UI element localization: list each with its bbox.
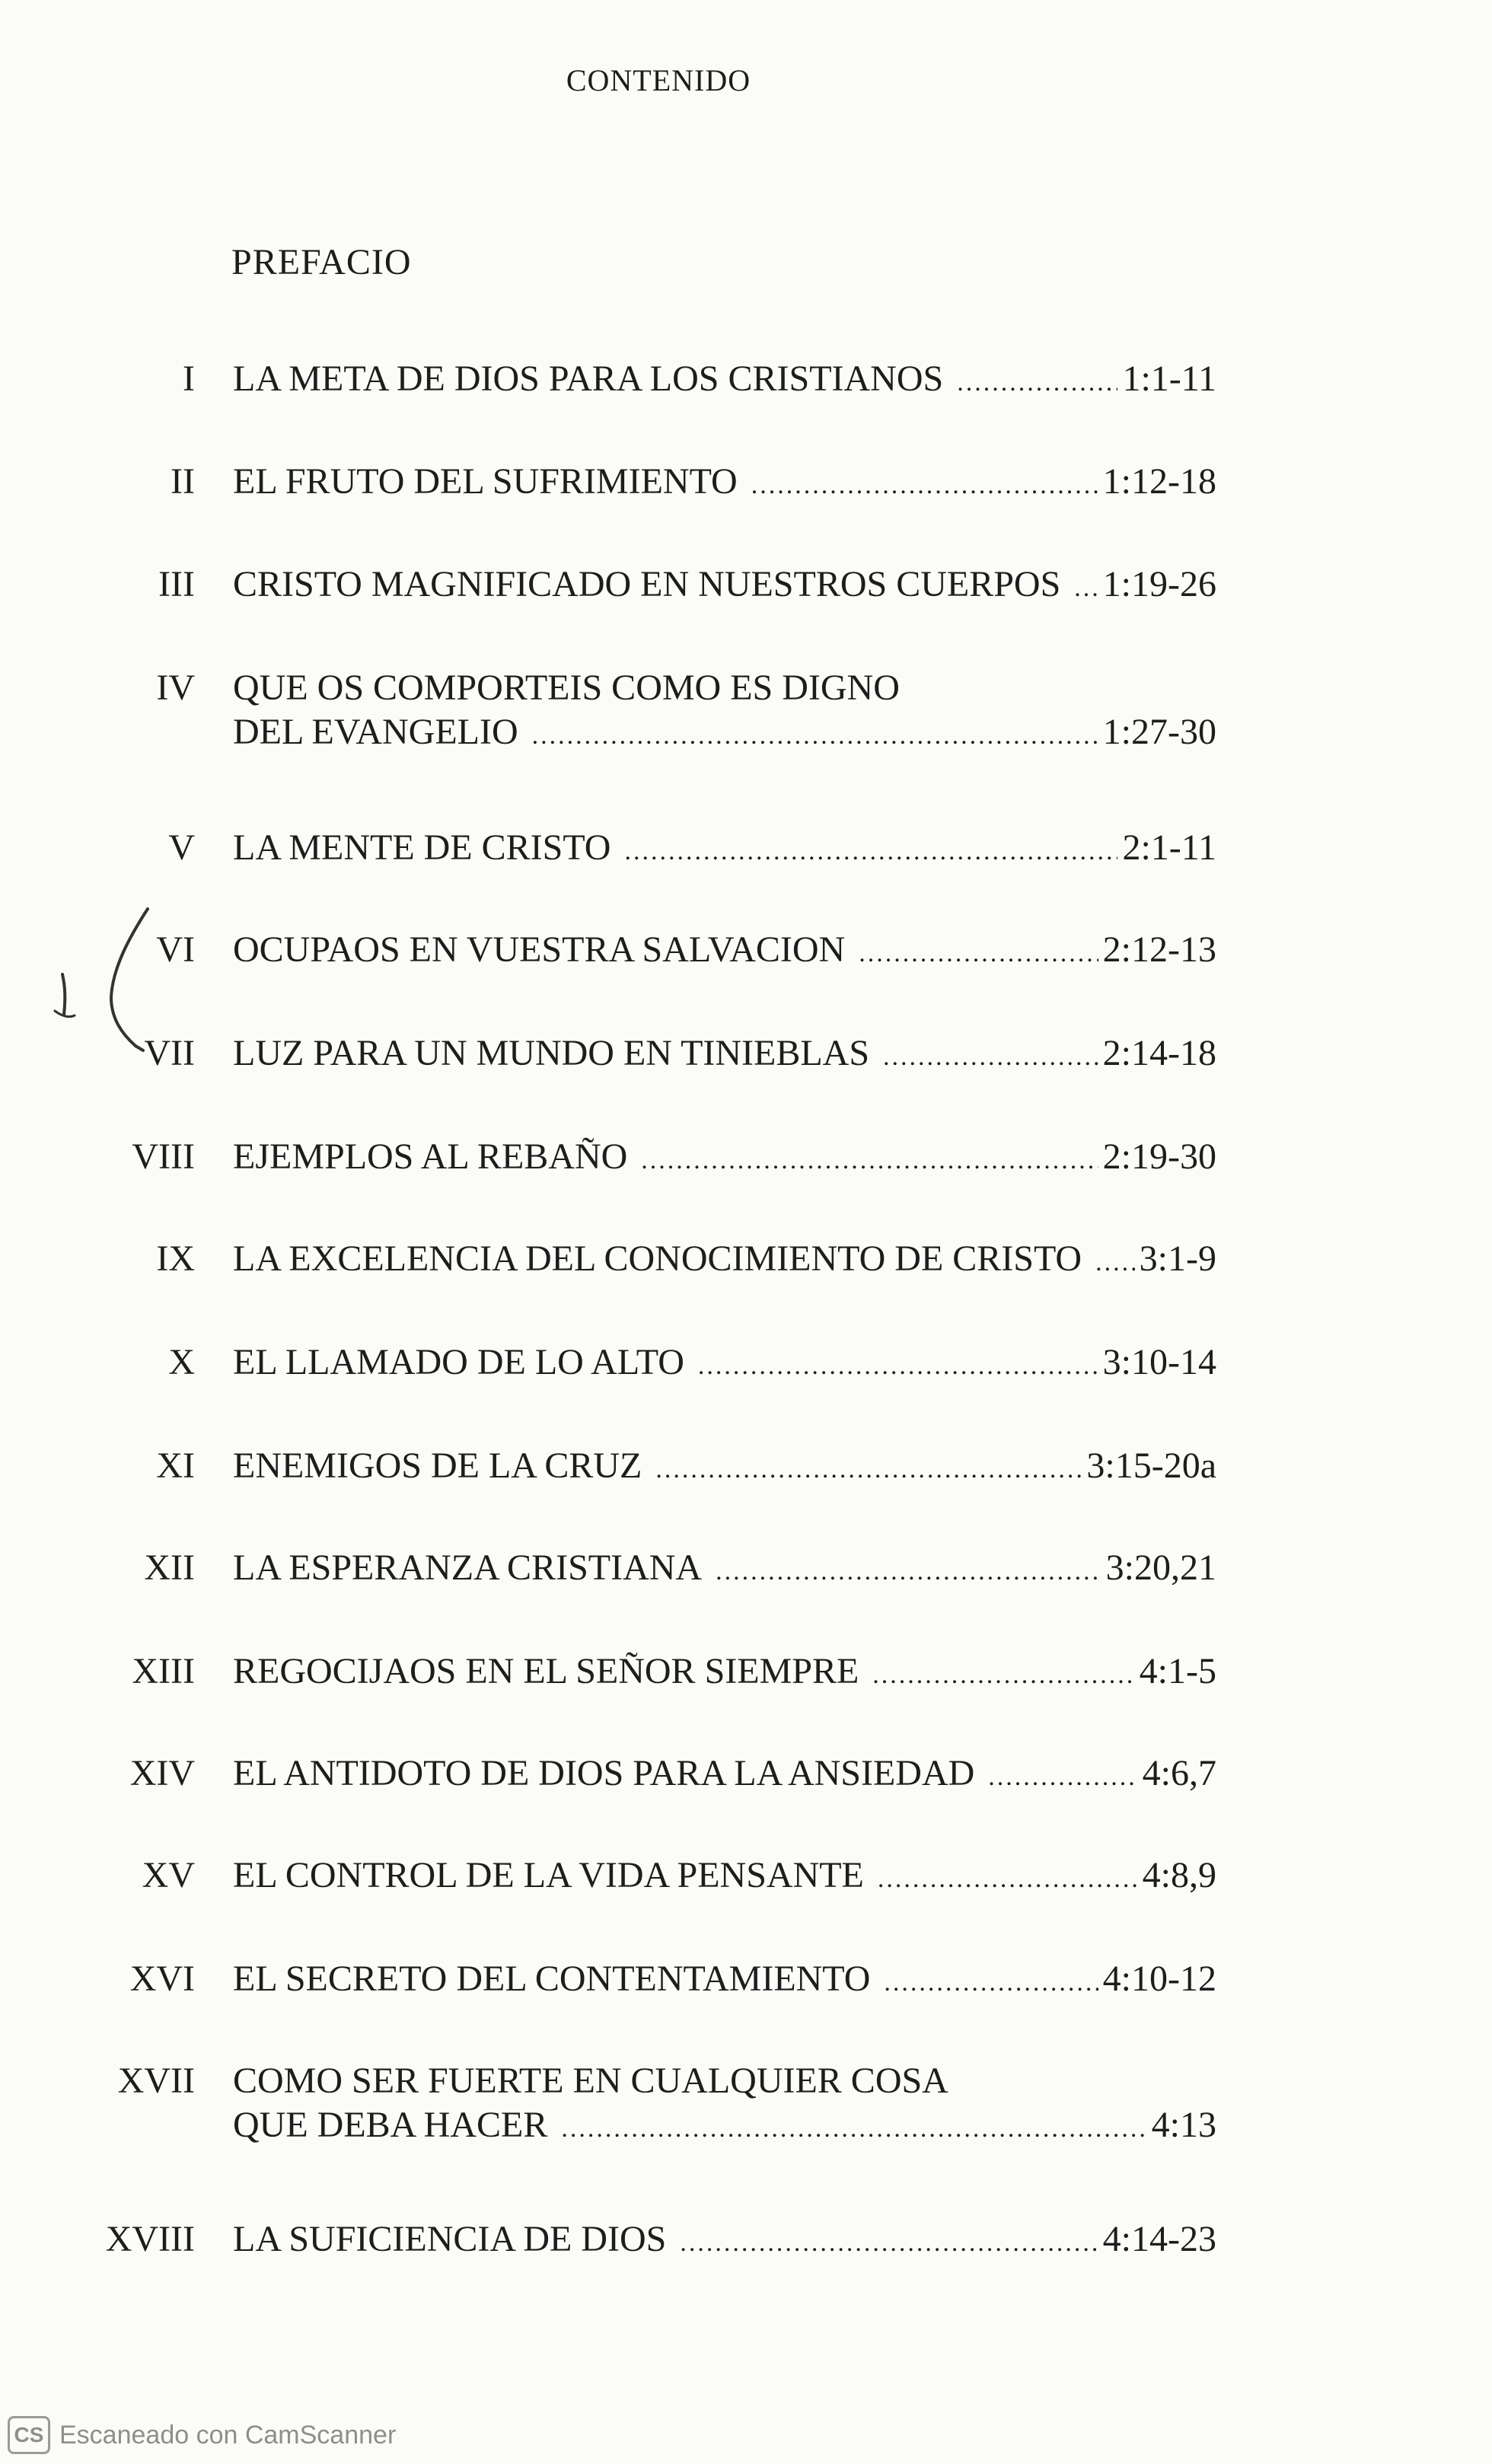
chapter-number: VIII <box>132 1136 195 1177</box>
chapter-title: REGOCIJAOS EN EL SEÑOR SIEMPRE <box>233 1651 859 1691</box>
chapter-number: XII <box>144 1548 195 1588</box>
chapter-title-line <box>233 711 1216 753</box>
scripture-reference: 3:1-9 <box>1139 1238 1216 1279</box>
chapter-title-line <box>233 2218 1216 2260</box>
dot-leader <box>624 839 1117 865</box>
chapter-title: LA META DE DIOS PARA LOS CRISTIANOS <box>233 359 944 399</box>
scripture-reference: 1:19-26 <box>1102 564 1216 604</box>
chapter-number: II <box>171 461 195 502</box>
chapter-title: COMO SER FUERTE EN CUALQUIER COSA <box>233 2061 948 2101</box>
dot-leader <box>988 1764 1137 1790</box>
dot-leader <box>859 941 1098 967</box>
chapter-title-line <box>233 1136 1216 1178</box>
chapter-number: XVIII <box>105 2219 195 2259</box>
dot-leader <box>1074 575 1098 601</box>
chapter-number: IV <box>156 668 195 708</box>
dot-leader <box>872 1662 1134 1688</box>
chapter-title: EL SECRETO DEL CONTENTAMIENTO <box>233 1959 871 1999</box>
dot-leader <box>655 1457 1082 1483</box>
chapter-title: LUZ PARA UN MUNDO EN TINIEBLAS <box>233 1033 870 1073</box>
chapter-title-line <box>233 461 1216 502</box>
chapter-title: DEL EVANGELIO <box>233 712 518 752</box>
scripture-reference: 4:8,9 <box>1142 1855 1216 1895</box>
chapter-title-line <box>233 827 1216 869</box>
dot-leader <box>698 1353 1098 1379</box>
scripture-reference: 1:1-11 <box>1122 359 1216 399</box>
chapter-number: XVII <box>117 2061 195 2101</box>
dot-leader <box>883 1044 1098 1070</box>
chapter-title: LA EXCELENCIA DEL CONOCIMIENTO DE CRISTO <box>233 1238 1082 1279</box>
chapter-title-line <box>233 1238 1216 1280</box>
chapter-title-line <box>233 2104 1216 2146</box>
chapter-title: ENEMIGOS DE LA CRUZ <box>233 1446 642 1486</box>
chapter-title-line <box>233 929 1216 971</box>
chapter-title: EL ANTIDOTO DE DIOS PARA LA ANSIEDAD <box>233 1753 975 1793</box>
chapter-title: LA SUFICIENCIA DE DIOS <box>233 2219 667 2259</box>
chapter-number: XIII <box>132 1651 195 1691</box>
scripture-reference: 4:10-12 <box>1102 1959 1216 1999</box>
dot-leader <box>680 2230 1098 2256</box>
chapter-title: OCUPAOS EN VUESTRA SALVACION <box>233 929 846 970</box>
chapter-title: QUE DEBA HACER <box>233 2105 548 2145</box>
chapter-number: XVI <box>129 1959 195 1999</box>
chapter-number: IX <box>156 1238 195 1279</box>
chapter-title-line <box>233 1445 1216 1487</box>
dot-leader <box>878 1866 1138 1892</box>
preface-heading: PREFACIO <box>231 242 412 282</box>
chapter-number: VI <box>156 929 195 970</box>
chapter-number: I <box>183 359 195 399</box>
dot-leader <box>561 2116 1146 2142</box>
chapter-title: LA ESPERANZA CRISTIANA <box>233 1548 703 1588</box>
scripture-reference: 3:15-20a <box>1086 1446 1216 1486</box>
chapter-number: X <box>168 1342 195 1382</box>
scripture-reference: 1:27-30 <box>1102 712 1216 752</box>
dot-leader <box>1095 1250 1135 1276</box>
chapter-title: EL CONTROL DE LA VIDA PENSANTE <box>233 1855 864 1895</box>
chapter-title-line <box>233 1650 1216 1692</box>
chapter-title: EL LLAMADO DE LO ALTO <box>233 1342 684 1382</box>
chapter-title: CRISTO MAGNIFICADO EN NUESTROS CUERPOS <box>233 564 1061 604</box>
chapter-title-line <box>233 1547 1216 1589</box>
chapter-number: XV <box>142 1855 195 1895</box>
dot-leader <box>957 370 1117 396</box>
chapter-title-line <box>233 1752 1216 1794</box>
chapter-title-line <box>233 1958 1216 2000</box>
chapter-title-line <box>233 563 1216 605</box>
chapter-title-line <box>233 1032 1216 1074</box>
chapter-number: V <box>168 827 195 868</box>
dot-leader <box>641 1148 1098 1174</box>
dot-leader <box>884 1970 1098 1996</box>
scripture-reference: 2:14-18 <box>1102 1033 1216 1073</box>
scripture-reference: 4:13 <box>1151 2105 1216 2145</box>
scripture-reference: 4:6,7 <box>1142 1753 1216 1793</box>
chapter-title-line <box>233 667 1216 709</box>
chapter-title: EJEMPLOS AL REBAÑO <box>233 1136 628 1177</box>
scripture-reference: 2:19-30 <box>1102 1136 1216 1177</box>
scripture-reference: 3:10-14 <box>1102 1342 1216 1382</box>
chapter-title-line <box>233 1854 1216 1896</box>
watermark-text: Escaneado con CamScanner <box>59 2420 397 2450</box>
scripture-reference: 3:20,21 <box>1105 1548 1216 1588</box>
dot-leader <box>751 473 1098 499</box>
chapter-number: XI <box>156 1446 195 1486</box>
chapter-title: QUE OS COMPORTEIS COMO ES DIGNO <box>233 668 900 708</box>
chapter-title: EL FRUTO DEL SUFRIMIENTO <box>233 461 738 502</box>
page-title: CONTENIDO <box>566 63 751 97</box>
chapter-title-line <box>233 358 1216 400</box>
handwritten-mark <box>40 904 161 1057</box>
scripture-reference: 2:12-13 <box>1102 929 1216 970</box>
scripture-reference: 1:12-18 <box>1102 461 1216 502</box>
chapter-title: LA MENTE DE CRISTO <box>233 827 611 868</box>
chapter-number: XIV <box>129 1753 195 1793</box>
dot-leader <box>716 1559 1101 1585</box>
dot-leader <box>532 723 1098 749</box>
chapter-title-line <box>233 2060 1216 2102</box>
chapter-number: III <box>158 564 195 604</box>
scanner-watermark <box>8 2416 396 2454</box>
chapter-title-line <box>233 1341 1216 1383</box>
scripture-reference: 2:1-11 <box>1122 827 1216 868</box>
scripture-reference: 4:1-5 <box>1139 1651 1216 1691</box>
chapter-number: VII <box>144 1033 195 1073</box>
scripture-reference: 4:14-23 <box>1102 2219 1216 2259</box>
camscanner-logo-icon: CS <box>8 2416 50 2454</box>
